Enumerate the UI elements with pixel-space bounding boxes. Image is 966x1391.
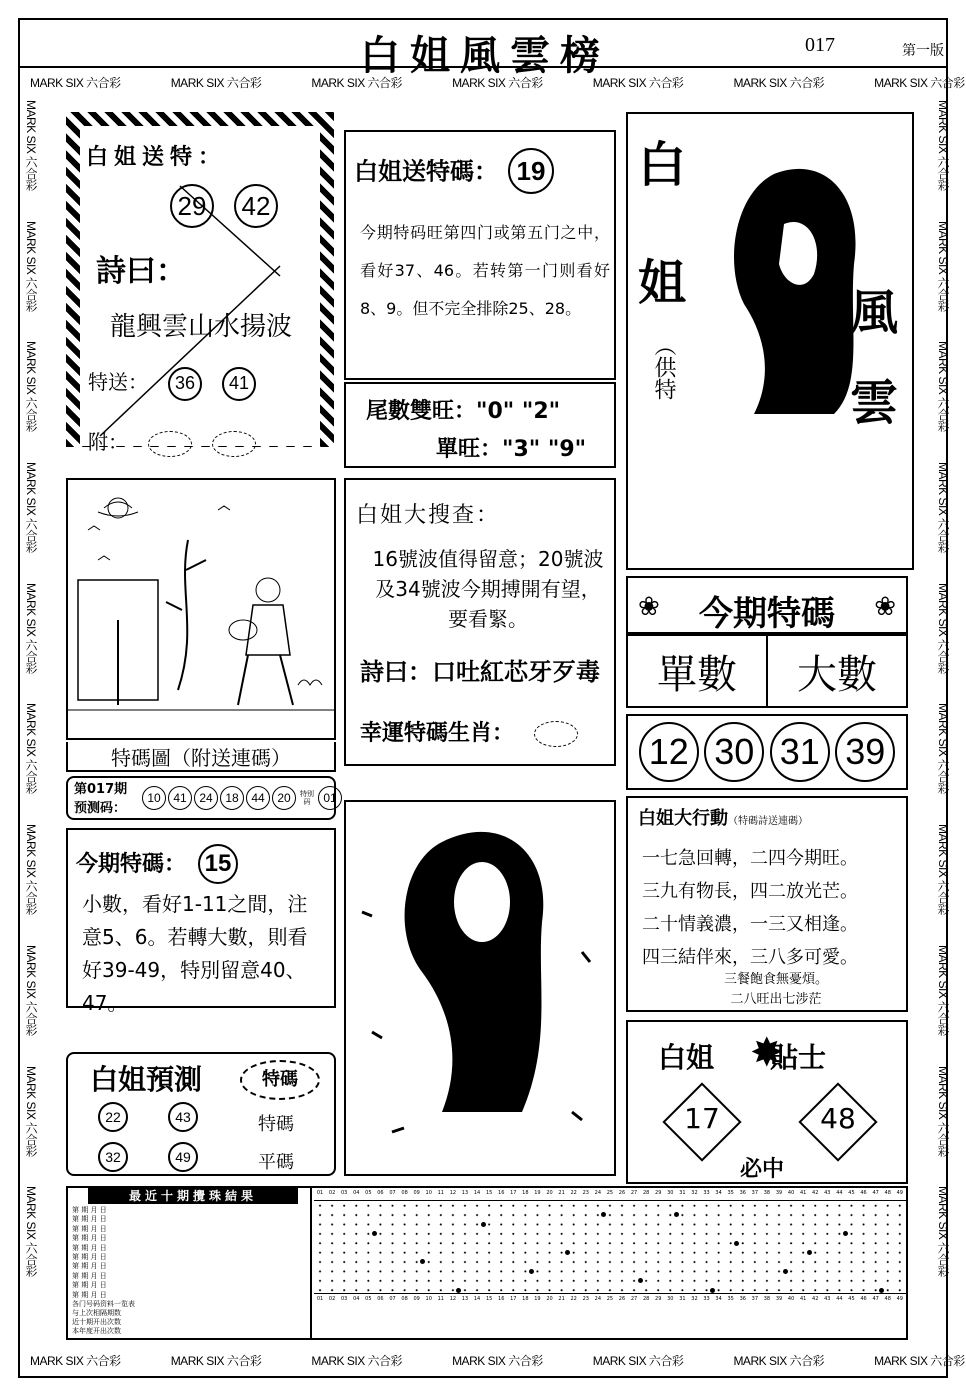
grid-col-number: 09 <box>413 1190 420 1196</box>
grid-col-number: 32 <box>691 1190 698 1196</box>
gift-poem-box <box>66 112 334 454</box>
grid-col-number: 12 <box>449 1296 457 1302</box>
result-mark <box>734 1241 739 1246</box>
grid-col-number: 01 <box>316 1190 324 1196</box>
grid-col-number: 02 <box>328 1296 336 1302</box>
grid-col-number: 20 <box>546 1190 553 1196</box>
grid-col-number: 01 <box>316 1296 324 1302</box>
search-poem: 詩曰：口吐紅芯牙歹毒 <box>360 658 600 686</box>
current-special-box <box>66 828 336 1015</box>
number-ball: 43 <box>168 1102 198 1132</box>
normal-code-label: 平碼 <box>258 1152 294 1173</box>
grid-col-number: 11 <box>437 1190 444 1196</box>
grid-col-number: 37 <box>751 1190 759 1196</box>
grid-col-number: 38 <box>763 1190 771 1196</box>
grid-col-number: 30 <box>667 1190 674 1196</box>
grid-col-number: 35 <box>727 1190 734 1196</box>
grid-col-number: 44 <box>836 1296 843 1302</box>
grid-col-number: 15 <box>485 1296 493 1302</box>
odd-big-box <box>626 634 908 708</box>
grid-col-number: 09 <box>413 1296 420 1302</box>
lucky-zodiac: 幸運特碼生肖： <box>360 716 578 747</box>
grid-col-number: 23 <box>582 1296 589 1302</box>
grid-col-number: 02 <box>328 1190 336 1196</box>
table-row: 第 期 月 日 <box>72 1224 107 1233</box>
grid-col-number: 22 <box>570 1190 577 1196</box>
grid-col-number: 47 <box>872 1296 879 1302</box>
result-mark <box>843 1231 848 1236</box>
grid-col-number: 08 <box>401 1190 408 1196</box>
picture-caption: 特碼圖（附送連碼） <box>66 742 336 772</box>
grid-col-number: 24 <box>594 1296 602 1302</box>
grid-col-number: 04 <box>353 1190 360 1196</box>
grid-col-number: 19 <box>534 1190 541 1196</box>
grid-col-number: 03 <box>341 1296 348 1302</box>
grid-col-number: 48 <box>884 1190 891 1196</box>
grid-col-number: 25 <box>606 1296 614 1302</box>
issue-label: 第017期 <box>74 782 128 797</box>
grid-col-number: 18 <box>522 1190 529 1196</box>
grid-col-number: 16 <box>498 1296 505 1302</box>
grid-col-number: 22 <box>570 1296 577 1302</box>
grid-col-number: 08 <box>401 1296 408 1302</box>
number-ball: 31 <box>770 722 830 782</box>
prediction-title: 白姐預測 <box>90 1063 203 1096</box>
brand-strip-left: MARK SIX 六合彩MARK SIX 六合彩MARK SIX 六合彩MARK SIX 六合彩MARK SIX 六合彩MARK SIX 六合彩MARK SIX 六合彩MARK SIX 六合彩MARK SIX 六合彩MARK SIX 六合彩 <box>24 100 38 1277</box>
result-mark <box>565 1250 570 1255</box>
table-row: 第 期 月 日 <box>72 1206 107 1214</box>
prediction-row <box>66 776 336 820</box>
table-row: 第 期 月 日 <box>72 1262 107 1271</box>
grid-col-number: 12 <box>449 1190 457 1196</box>
big-label: 大數 <box>797 651 877 698</box>
current-special-heading: 今期特碼： 15 <box>76 844 238 884</box>
number-ball: 20 <box>272 786 296 810</box>
dog-icon <box>534 721 578 747</box>
number-ball: 44 <box>246 786 270 810</box>
special-send: 特送： 36 41 <box>88 366 256 401</box>
predict-label: 预测码： <box>74 801 127 816</box>
prediction-tag: 特碼 <box>240 1060 320 1100</box>
tips-number: 17 <box>684 1102 720 1135</box>
result-mark <box>372 1231 377 1236</box>
grid-col-number: 48 <box>884 1296 891 1302</box>
number-ball: 42 <box>234 184 278 228</box>
grid-col-number: 36 <box>739 1296 746 1302</box>
grid-col-number: 31 <box>679 1190 686 1196</box>
grid-dots <box>314 1200 906 1294</box>
brand-strip-bottom: MARK SIX 六合彩 MARK SIX 六合彩 MARK SIX 六合彩 MARK SIX 六合彩 MARK SIX 六合彩 MARK SIX 六合彩 MARK SIX 六合彩 <box>30 1354 965 1368</box>
grid-stats <box>314 1306 906 1338</box>
tail-number-box <box>344 382 616 468</box>
grid-col-number: 29 <box>655 1190 662 1196</box>
grid-col-number: 13 <box>461 1296 469 1302</box>
special-code-label: 特碼 <box>258 1114 294 1135</box>
grid-col-number: 43 <box>824 1190 831 1196</box>
grid-col-number: 11 <box>437 1296 444 1302</box>
number-ball: 49 <box>168 1142 198 1172</box>
grid-col-number: 26 <box>618 1190 626 1196</box>
search-title: 白姐大搜查： <box>356 503 501 528</box>
grid-col-number: 42 <box>812 1296 819 1302</box>
grid-col-number: 40 <box>787 1190 795 1196</box>
odd-label: 單數 <box>628 636 768 706</box>
number-ball: 41 <box>168 786 192 810</box>
grid-col-number: 03 <box>341 1190 348 1196</box>
grid-col-number: 04 <box>353 1296 360 1302</box>
grid-col-number: 21 <box>558 1296 565 1302</box>
grid-col-number: 25 <box>606 1190 614 1196</box>
results-table-footer: 各门号码资料一览表 与上次相隔期数 近十期开出次数 本年度开出次数 <box>72 1300 135 1335</box>
results-table <box>66 1186 908 1340</box>
prediction-box <box>66 1052 336 1176</box>
table-row: 第 期 月 日 <box>72 1243 107 1252</box>
grid-col-number: 21 <box>558 1190 565 1196</box>
current-special-title-box <box>626 576 908 634</box>
grid-col-number: 17 <box>510 1296 517 1302</box>
grid-col-number: 41 <box>799 1296 807 1302</box>
grid-header <box>314 1190 906 1196</box>
special-code-text: 今期特码旺第四门或第五门之中，看好37、46。若转第一门则看好8、9。但不完全排除25、28。 <box>360 223 610 318</box>
flower-icon: ❀ <box>874 592 896 622</box>
grid-col-number: 40 <box>787 1296 795 1302</box>
result-mark <box>529 1269 534 1274</box>
grid-col-number: 28 <box>642 1190 650 1196</box>
grid-footer <box>314 1296 906 1302</box>
grid-col-number: 38 <box>763 1296 771 1302</box>
grid-col-number: 23 <box>582 1190 589 1196</box>
number-ball: 15 <box>198 844 238 884</box>
result-mark <box>783 1269 788 1274</box>
grid-col-number: 06 <box>377 1296 384 1302</box>
grid-col-number: 45 <box>848 1190 855 1196</box>
table-row: 第 期 月 日 <box>72 1271 107 1280</box>
photo-number: 35 <box>512 972 536 998</box>
poem-heading: 詩曰： <box>96 254 186 289</box>
number-ball: 30 <box>704 722 764 782</box>
photo-box <box>344 800 616 1176</box>
flower-icon: ❀ <box>638 592 660 622</box>
current-special-title: 今期特碼 <box>699 594 835 634</box>
grid-col-number: 27 <box>630 1190 638 1196</box>
grid-col-number: 36 <box>739 1190 746 1196</box>
gift-label: 白姐送特： <box>86 145 227 170</box>
poem-text: 龍興雲山水揚波 <box>110 312 293 342</box>
table-row: 第 期 月 日 <box>72 1281 107 1290</box>
photo-number: 45 <box>494 1088 518 1114</box>
grid-col-number: 33 <box>703 1190 710 1196</box>
number-ball: 22 <box>98 1102 128 1132</box>
special-code-picture <box>66 478 336 740</box>
results-table-labels <box>68 1188 312 1338</box>
page-title: 白姐風雲榜 <box>360 32 610 79</box>
prediction-numbers <box>142 786 344 810</box>
number-ball: 29 <box>170 184 214 228</box>
number-ball: 39 <box>835 722 895 782</box>
grid-col-number: 37 <box>751 1296 759 1302</box>
special-number-ball: 01 <box>318 786 342 810</box>
grid-col-number: 39 <box>775 1296 783 1302</box>
prediction-row-special <box>98 1102 238 1132</box>
number-ball: 32 <box>98 1142 128 1172</box>
grid-col-number: 14 <box>473 1296 481 1302</box>
diagonal-strike <box>80 126 320 446</box>
grid-col-number: 07 <box>389 1296 396 1302</box>
grid-col-number: 05 <box>365 1190 372 1196</box>
grid-col-number: 46 <box>860 1190 867 1196</box>
tips-title: 白姐 貼士 <box>658 1041 827 1074</box>
tail-single: 單旺："3" "9" <box>436 437 587 462</box>
header <box>20 20 946 79</box>
grid-col-number: 30 <box>667 1296 674 1302</box>
special-code-title: 白姐送特碼： 19 <box>354 148 554 194</box>
number-ball: 24 <box>194 786 218 810</box>
table-row: 第 期 月 日 <box>72 1234 107 1243</box>
grid-col-number: 34 <box>715 1190 722 1196</box>
grid-col-number: 32 <box>691 1296 698 1302</box>
grid-col-number: 46 <box>860 1296 867 1302</box>
result-mark <box>674 1212 679 1217</box>
results-table-rows <box>72 1206 107 1300</box>
table-row: 第 期 月 日 <box>72 1215 107 1224</box>
grid-col-number: 35 <box>727 1296 734 1302</box>
woman-photo <box>352 812 612 1168</box>
grid-col-number: 26 <box>618 1296 626 1302</box>
result-mark <box>420 1259 425 1264</box>
brand-strip-top: MARK SIX 六合彩 MARK SIX 六合彩 MARK SIX 六合彩 MARK SIX 六合彩 MARK SIX 六合彩 MARK SIX 六合彩 MARK SIX 六合彩 <box>30 76 965 90</box>
tips-box <box>626 1020 908 1184</box>
action-title: 白姐大行動（特碼詩送連碼） <box>638 808 808 829</box>
grid-col-number: 10 <box>425 1190 432 1196</box>
grid-col-number: 07 <box>389 1190 396 1196</box>
grid-col-number: 10 <box>425 1296 432 1302</box>
grid-col-number: 13 <box>461 1190 469 1196</box>
special-code-box <box>344 130 616 380</box>
grid-col-number: 15 <box>485 1190 493 1196</box>
number-ball: 19 <box>508 148 554 194</box>
results-table-title: 最近十期攪珠結果 <box>88 1188 298 1204</box>
result-mark <box>710 1288 715 1293</box>
grid-col-number: 43 <box>824 1296 831 1302</box>
grid-col-number: 17 <box>510 1190 517 1196</box>
grid-col-number: 42 <box>812 1190 819 1196</box>
issue-number: 017 <box>805 34 835 56</box>
star-icon: ✸ <box>750 1030 784 1076</box>
table-row: 第 期 月 日 <box>72 1290 107 1299</box>
grid-col-number: 33 <box>703 1296 710 1302</box>
grid-col-number: 29 <box>655 1296 662 1302</box>
grid-col-number: 34 <box>715 1296 722 1302</box>
poster-box: 白 姐 （供特 風 雲 <box>626 112 914 570</box>
grid-col-number: 28 <box>642 1296 650 1302</box>
result-mark <box>456 1288 461 1293</box>
grid-col-number: 49 <box>896 1296 903 1302</box>
action-poem: 一七急回轉，二四今期旺。 三九有物長，四二放光芒。 二十情義濃，一三又相逢。 四三結伴來，三八多可愛。 <box>642 848 858 968</box>
result-mark <box>638 1278 643 1283</box>
number-ball: 10 <box>142 786 166 810</box>
edition-label: 第一版 <box>902 43 944 59</box>
grid-col-number: 49 <box>896 1190 903 1196</box>
result-mark <box>879 1288 884 1293</box>
prediction-row-normal <box>98 1142 238 1172</box>
number-ball: 12 <box>639 722 699 782</box>
result-mark <box>481 1222 486 1227</box>
tips-footer: 必中 <box>740 1157 785 1182</box>
grid-col-number: 05 <box>365 1296 372 1302</box>
grid-col-number: 45 <box>848 1296 855 1302</box>
search-box <box>344 478 616 766</box>
result-mark <box>601 1212 606 1217</box>
grid-col-number: 18 <box>522 1296 529 1302</box>
special-code-label: 特别码 <box>300 790 314 806</box>
farmer-illustration <box>68 480 334 738</box>
number-ball: 41 <box>222 367 256 401</box>
number-ball: 36 <box>168 367 202 401</box>
number-ball: 18 <box>220 786 244 810</box>
results-grid <box>314 1188 906 1338</box>
grid-col-number: 06 <box>377 1190 384 1196</box>
grid-col-number: 14 <box>473 1190 481 1196</box>
attach-row: 附： <box>88 426 256 457</box>
result-mark <box>807 1250 812 1255</box>
action-poem-box <box>626 796 908 1012</box>
search-text: 16號波值得留意；20號波及34號波今期搏開有望，要看緊。 <box>372 547 604 631</box>
table-row: 第 期 月 日 <box>72 1253 107 1262</box>
grid-col-number: 27 <box>630 1296 638 1302</box>
grid-col-number: 31 <box>679 1296 686 1302</box>
grid-col-number: 24 <box>594 1190 602 1196</box>
grid-col-number: 19 <box>534 1296 541 1302</box>
grid-col-number: 44 <box>836 1190 843 1196</box>
grid-col-number: 41 <box>799 1190 807 1196</box>
grid-col-number: 20 <box>546 1296 553 1302</box>
tips-number: 48 <box>820 1102 856 1135</box>
grid-col-number: 47 <box>872 1190 879 1196</box>
grid-col-number: 39 <box>775 1190 783 1196</box>
brand-strip-right: MARK SIX 六合彩MARK SIX 六合彩MARK SIX 六合彩MARK SIX 六合彩MARK SIX 六合彩MARK SIX 六合彩MARK SIX 六合彩MARK SIX 六合彩MARK SIX 六合彩MARK SIX 六合彩 <box>936 100 950 1277</box>
recommended-numbers <box>626 714 908 790</box>
action-footnote: 三餐飽食無憂煩。 二八旺出七涉茫 <box>724 972 829 1007</box>
grid-col-number: 16 <box>498 1190 505 1196</box>
current-special-text: 小數，看好1-11之間，注意5、6。若轉大數，則看好39-49，特別留意40、47。 <box>82 892 308 1015</box>
tail-double: 尾數雙旺："0" "2" <box>366 399 561 424</box>
